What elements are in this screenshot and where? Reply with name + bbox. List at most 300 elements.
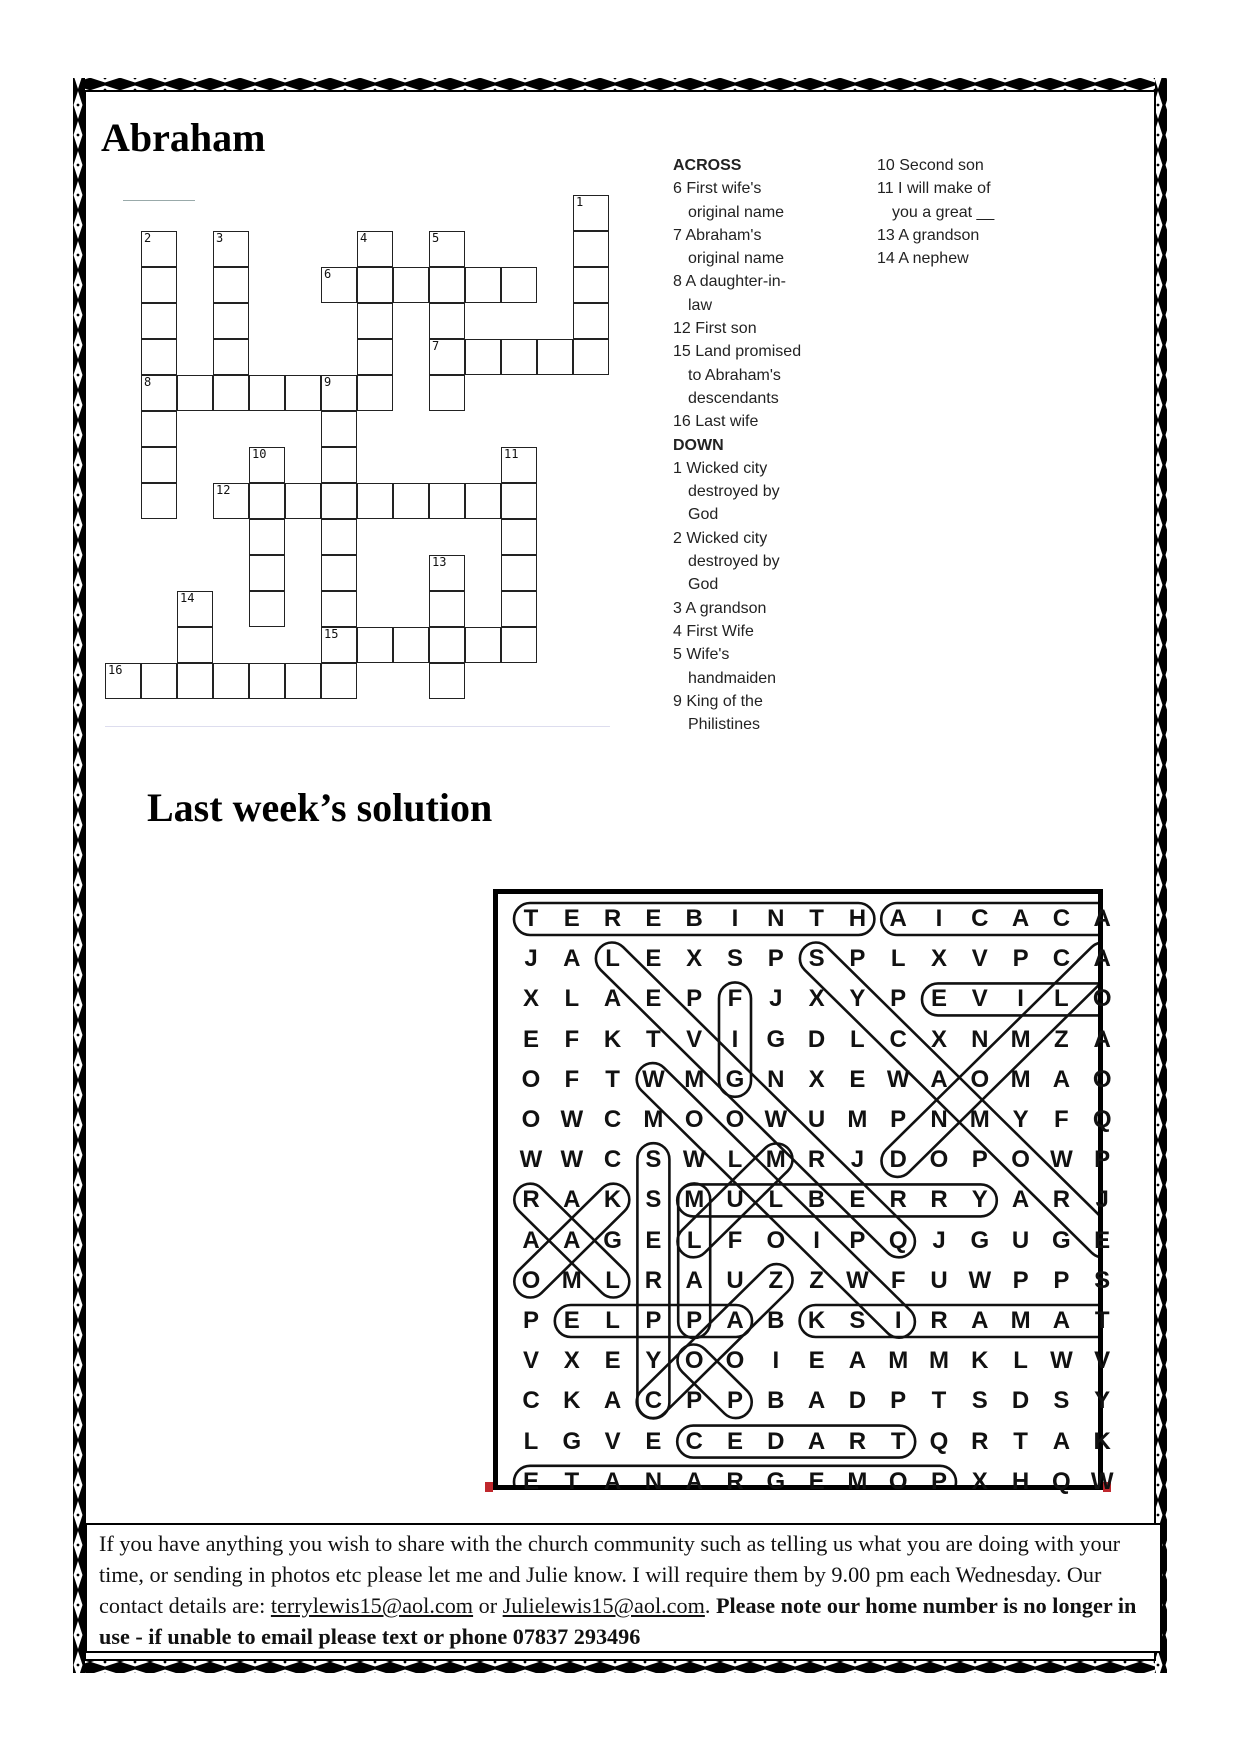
crossword-cell <box>285 375 321 411</box>
wordsearch-letter: A <box>685 1467 703 1495</box>
wordsearch-letter: V <box>522 1347 539 1375</box>
wordsearch-letter: L <box>1013 1347 1028 1375</box>
crossword-cell <box>213 339 249 375</box>
clue-text: destroyed by <box>688 553 780 571</box>
wordsearch-letter: M <box>643 1106 664 1133</box>
wordsearch-letter: O <box>1011 1146 1030 1174</box>
wordsearch-letter: O <box>1092 985 1112 1013</box>
wordsearch-letter: E <box>563 1307 580 1334</box>
wordsearch-letter: R <box>603 905 622 932</box>
wordsearch-letter: P <box>1094 1146 1111 1174</box>
crossword-cell <box>177 375 213 411</box>
wordsearch-letter: K <box>971 1347 989 1375</box>
wordsearch-letter: J <box>932 1226 946 1254</box>
wordsearch-letter: Z <box>809 1266 824 1294</box>
wordsearch-letter: A <box>563 945 581 973</box>
crossword-cell <box>141 483 177 519</box>
crossword-cell <box>429 627 465 663</box>
notice-box <box>85 1523 1162 1653</box>
wordsearch-letter: X <box>930 945 947 973</box>
crossword-cell <box>465 483 501 519</box>
wordsearch-letter: X <box>930 1025 947 1053</box>
crossword-cell <box>393 267 429 303</box>
wordsearch-letter: T <box>931 1387 947 1415</box>
wordsearch-letter: L <box>605 1266 620 1294</box>
crossword-cell <box>321 627 357 663</box>
wordsearch-letter: W <box>519 1146 543 1174</box>
wordsearch-letter: Q <box>929 1427 949 1455</box>
wordsearch-letter: X <box>808 1065 825 1093</box>
crossword-cell <box>357 231 393 267</box>
clue-text: destroyed by <box>688 483 780 501</box>
wordsearch-letter: A <box>1093 1025 1111 1053</box>
wordsearch-letter: D <box>848 1387 867 1415</box>
wordsearch-letter: S <box>849 1307 866 1334</box>
crossword-cell <box>321 483 357 519</box>
wordsearch-letter: R <box>522 1186 540 1214</box>
wordsearch-letter: L <box>727 1146 743 1174</box>
wordsearch-letter: W <box>560 1106 584 1133</box>
wordsearch-letter: A <box>807 1427 826 1455</box>
wordsearch-letter: R <box>1052 1186 1071 1214</box>
wordsearch-letter: K <box>603 1025 622 1053</box>
wordsearch-letter: T <box>809 905 824 932</box>
wordsearch-letter: M <box>969 1106 990 1133</box>
wordsearch-solution <box>484 884 1118 1498</box>
wordsearch-letter: A <box>1052 1427 1071 1455</box>
crossword-cell <box>501 483 537 519</box>
crossword-cell <box>465 339 501 375</box>
wordsearch-letter: S <box>726 945 743 973</box>
wordsearch-letter: U <box>1011 1226 1030 1254</box>
wordsearch-letter: W <box>764 1106 788 1133</box>
crossword-cell <box>105 663 141 699</box>
wordsearch-letter: V <box>604 1427 621 1455</box>
wordsearch-letter: A <box>1052 1307 1071 1334</box>
wordsearch-letter: M <box>684 1186 705 1214</box>
wordsearch-letter: Q <box>888 1226 908 1254</box>
wordsearch-letter: A <box>930 1065 948 1093</box>
wordsearch-letter: M <box>765 1146 786 1174</box>
wordsearch-letter: P <box>726 1387 743 1415</box>
wordsearch-letter: O <box>888 1467 908 1495</box>
wordsearch-letter: J <box>1095 1186 1109 1214</box>
wordsearch-letter: O <box>684 1347 704 1375</box>
crossword-clue-number: 11 <box>504 447 519 461</box>
clue-text: descendants <box>688 389 779 407</box>
crossword-clue-number: 14 <box>180 591 195 605</box>
wordsearch-letter: P <box>971 1146 988 1174</box>
wordsearch-letter: C <box>644 1387 663 1415</box>
crossword-cell <box>429 303 465 339</box>
wordsearch-letter: F <box>564 1025 580 1053</box>
crossword-cell <box>249 555 285 591</box>
wordsearch-letter: W <box>1050 1146 1073 1174</box>
wordsearch-letter: S <box>1053 1387 1070 1415</box>
wordsearch-letter: D <box>1011 1387 1030 1415</box>
wordsearch-letter: X <box>563 1347 580 1375</box>
wordsearch-letter: E <box>563 905 580 932</box>
crossword-cell <box>429 267 465 303</box>
wordsearch-letter: I <box>731 1025 739 1053</box>
crossword-cell <box>501 555 537 591</box>
crossword-cell <box>429 483 465 519</box>
crossword-clue-number: 6 <box>324 267 332 281</box>
crossword-cell <box>213 231 249 267</box>
crossword-cell <box>537 339 573 375</box>
crossword-grid <box>105 195 625 745</box>
wordsearch-letter: E <box>645 985 662 1013</box>
wordsearch-letter: O <box>725 1347 745 1375</box>
notice-separator: . <box>704 1593 716 1618</box>
clue-text: 4 First Wife <box>673 622 754 640</box>
wordsearch-letter: G <box>1052 1226 1071 1254</box>
crossword-cell <box>213 375 249 411</box>
crossword-cell <box>321 411 357 447</box>
wordsearch-letter: Y <box>849 985 866 1013</box>
wordsearch-letter: U <box>726 1186 744 1214</box>
clue-text: 10 Second son <box>877 157 984 174</box>
wordsearch-letter: A <box>1052 1065 1071 1093</box>
crossword-cell <box>357 339 393 375</box>
crossword-cell <box>321 447 357 483</box>
wordsearch-letter: A <box>603 1467 622 1495</box>
wordsearch-letter: G <box>766 1467 786 1495</box>
notice-or: or <box>473 1593 503 1618</box>
crossword-clue-number: 7 <box>432 339 440 353</box>
crossword-cell <box>573 303 609 339</box>
wordsearch-letter: A <box>889 905 907 932</box>
crossword-cell <box>357 375 393 411</box>
wordsearch-letter: N <box>644 1467 663 1495</box>
crossword-cell <box>429 231 465 267</box>
wordsearch-letter: P <box>1012 945 1029 973</box>
wordsearch-letter: A <box>563 1226 581 1254</box>
crossword-cell <box>357 303 393 339</box>
wordsearch-letter: M <box>1010 1025 1031 1053</box>
wordsearch-letter: O <box>521 1106 541 1133</box>
wordsearch-letter: Y <box>1012 1106 1029 1133</box>
wordsearch-letter: R <box>971 1427 989 1455</box>
crossword-cell <box>249 663 285 699</box>
crossword-cell <box>213 483 249 519</box>
wordsearch-letter: L <box>605 1307 620 1334</box>
clue-text: 2 Wicked city <box>673 529 768 547</box>
wordsearch-letter: T <box>564 1467 580 1495</box>
wordsearch-letter: B <box>685 905 703 932</box>
wordsearch-letter: R <box>644 1266 663 1294</box>
crossword-clue-number: 1 <box>576 195 584 209</box>
clue-text: law <box>688 296 713 314</box>
clue-text: God <box>688 506 719 524</box>
wordsearch-letter: L <box>523 1427 539 1455</box>
wordsearch-letter: W <box>560 1146 584 1174</box>
wordsearch-letter: S <box>808 945 825 973</box>
crossword-cell <box>285 483 321 519</box>
crossword-cell <box>465 267 501 303</box>
wordsearch-letter: G <box>603 1226 622 1254</box>
wordsearch-letter: T <box>890 1427 906 1455</box>
wordsearch-letter: C <box>971 905 989 932</box>
clue-text: to Abraham's <box>688 366 781 384</box>
wordsearch-letter: P <box>767 945 784 973</box>
notice-text: If you have anything you wish to share with the church community such as telling us what you are doing with your time, or sending in photos etc please let me and Julie know. I will require them by 9.00 pm each Wednesday. Our contact details are: <box>99 1531 1121 1618</box>
wordsearch-letter: T <box>1094 1307 1110 1334</box>
clue-text: 15 Land promised <box>673 343 802 361</box>
crossword-cell <box>249 519 285 555</box>
crossword-cell <box>321 591 357 627</box>
wordsearch-letter: O <box>1092 1065 1112 1093</box>
wordsearch-letter: A <box>522 1226 540 1254</box>
crossword-cell <box>501 591 537 627</box>
wordsearch-letter: O <box>929 1146 949 1174</box>
crossword-clue-number: 16 <box>108 663 123 677</box>
crossword-cell <box>177 591 213 627</box>
wordsearch-letter: B <box>807 1186 826 1214</box>
wordsearch-letter: M <box>1010 1307 1031 1334</box>
wordsearch-letter: S <box>645 1186 662 1214</box>
wordsearch-letter: Q <box>1092 1106 1112 1133</box>
wordsearch-letter: A <box>1093 905 1111 932</box>
wordsearch-letter: M <box>847 1106 868 1133</box>
wordsearch-letter: I <box>935 905 943 932</box>
crossword-cell <box>501 447 537 483</box>
wordsearch-letter: P <box>686 1387 703 1415</box>
wordsearch-letter: A <box>603 1387 622 1415</box>
wordsearch-letter: A <box>848 1347 867 1375</box>
wordsearch-letter: P <box>849 1226 866 1254</box>
wordsearch-letter: S <box>645 1146 662 1174</box>
wordsearch-letter: T <box>605 1065 620 1093</box>
wordsearch-letter: L <box>850 1025 865 1053</box>
wordsearch-letter: I <box>1017 985 1024 1013</box>
crossword-cell <box>429 339 465 375</box>
crossword-title: Abraham <box>101 115 266 160</box>
wordsearch-letter: C <box>603 1146 622 1174</box>
crossword-cell <box>357 483 393 519</box>
wordsearch-letter: E <box>1094 1226 1111 1254</box>
crossword-cell <box>213 267 249 303</box>
crossword-cell <box>321 663 357 699</box>
crossword-cell <box>501 519 537 555</box>
wordsearch-letter: T <box>1013 1427 1028 1455</box>
wordsearch-letter: C <box>1052 905 1071 932</box>
crossword-cell <box>393 627 429 663</box>
crossword-cell <box>573 339 609 375</box>
crossword-cell <box>141 339 177 375</box>
wordsearch-letter: M <box>929 1347 949 1375</box>
clue-text: 14 A nephew <box>877 250 969 268</box>
wordsearch-letter: R <box>889 1186 907 1214</box>
wordsearch-letter: B <box>767 1387 785 1415</box>
wordsearch-letter: A <box>807 1387 826 1415</box>
wordsearch-letter: B <box>767 1307 785 1334</box>
clue-text: you a great __ <box>892 203 995 221</box>
across-heading: ACROSS <box>673 157 742 174</box>
crossword-cell <box>141 375 177 411</box>
wordsearch-letter: F <box>564 1065 580 1093</box>
crossword-cell <box>141 303 177 339</box>
wordsearch-letter: P <box>890 1106 907 1133</box>
wordsearch-letter: P <box>890 1387 907 1415</box>
clue-text: 3 A grandson <box>673 599 767 617</box>
clue-text: Philistines <box>688 716 761 734</box>
crossword-clue-number: 2 <box>144 231 152 245</box>
crossword-cell <box>321 555 357 591</box>
wordsearch-letter: J <box>769 985 783 1013</box>
wordsearch-letter: E <box>604 1347 621 1375</box>
wordsearch-letter: U <box>726 1266 744 1294</box>
wordsearch-letter: N <box>930 1106 948 1133</box>
notice-bold-text: Please note our home number is no longer in use - if unable to email please text or phone 07837 293496 <box>99 1593 1137 1649</box>
wordsearch-letter: A <box>1011 905 1030 932</box>
crossword-cell <box>501 627 537 663</box>
wordsearch-letter: A <box>685 1266 703 1294</box>
email-link-terry[interactable]: terrylewis15@aol.com <box>270 1593 474 1618</box>
wordsearch-letter: F <box>727 985 743 1013</box>
wordsearch-letter: F <box>727 1226 743 1254</box>
wordsearch-letter: A <box>726 1307 744 1334</box>
wordsearch-letter: X <box>686 945 703 973</box>
wordsearch-letter: R <box>726 1467 744 1495</box>
crossword-cell <box>141 411 177 447</box>
wordsearch-letter: K <box>1093 1427 1111 1455</box>
crossword-cell <box>249 447 285 483</box>
wordsearch-letter: L <box>1054 985 1069 1013</box>
wordsearch-letter: P <box>686 985 703 1013</box>
wordsearch-letter: K <box>563 1387 581 1415</box>
clue-text: 9 King of the <box>673 692 763 710</box>
wordsearch-letter: L <box>605 945 620 973</box>
wordsearch-letter: P <box>686 1307 703 1334</box>
wordsearch-letter: E <box>808 1347 825 1375</box>
clue-text: original name <box>688 250 785 268</box>
corner-marker-left <box>485 1482 493 1492</box>
crossword-clue-number: 13 <box>432 555 447 569</box>
crossword-clue-number: 5 <box>432 231 440 245</box>
wordsearch-letter: P <box>1053 1266 1070 1294</box>
wordsearch-letter: R <box>930 1186 948 1214</box>
wordsearch-letter: I <box>772 1347 780 1375</box>
wordsearch-letter: W <box>886 1065 910 1093</box>
wordsearch-letter: U <box>930 1266 948 1294</box>
clue-text: 5 Wife's <box>673 646 730 664</box>
crossword-cell <box>357 267 393 303</box>
clue-text: 16 Last wife <box>673 413 759 431</box>
wordsearch-letter: P <box>890 985 907 1013</box>
wordsearch-letter: E <box>645 945 662 973</box>
wordsearch-letter: M <box>1010 1065 1031 1093</box>
wordsearch-letter: K <box>603 1186 622 1214</box>
clue-text: 11 I will make of <box>877 180 991 198</box>
crossword-cell <box>249 483 285 519</box>
wordsearch-letter: C <box>685 1427 703 1455</box>
crossword-clue-number: 10 <box>252 447 267 461</box>
crossword-cell <box>177 663 213 699</box>
crossword-clue-number: 4 <box>360 231 368 245</box>
wordsearch-letter: V <box>1094 1347 1111 1375</box>
clue-text: 6 First wife's <box>673 180 762 198</box>
wordsearch-letter: A <box>1011 1186 1030 1214</box>
crossword-cell <box>429 591 465 627</box>
wordsearch-letter: P <box>522 1307 539 1334</box>
wordsearch-letter: Q <box>1052 1467 1071 1495</box>
wordsearch-letter: D <box>807 1025 826 1053</box>
wordsearch-letter: R <box>848 1427 867 1455</box>
wordsearch-letter: C <box>1052 945 1071 973</box>
wordsearch-letter: U <box>807 1106 826 1133</box>
crossword-cell <box>249 375 285 411</box>
clue-text: 1 Wicked city <box>673 459 768 477</box>
wordsearch-letter: P <box>645 1307 662 1334</box>
wordsearch-letter: I <box>731 905 739 932</box>
wordsearch-letter: Y <box>971 1186 988 1214</box>
wordsearch-letter: W <box>846 1266 869 1294</box>
wordsearch-letter: Y <box>645 1347 662 1375</box>
wordsearch-letter: O <box>725 1106 745 1133</box>
wordsearch-letter: N <box>971 1025 989 1053</box>
crossword-cell <box>429 555 465 591</box>
wordsearch-letter: S <box>971 1387 988 1415</box>
wordsearch-letter: J <box>850 1146 865 1174</box>
clue-text: God <box>688 576 719 594</box>
wordsearch-letter: W <box>1050 1347 1073 1375</box>
wordsearch-letter: Z <box>768 1266 784 1294</box>
wordsearch-letter: X <box>808 985 825 1013</box>
wordsearch-letter: E <box>522 1025 539 1053</box>
crossword-cell <box>573 267 609 303</box>
decorative-line <box>123 200 195 201</box>
wordsearch-letter: N <box>767 905 785 932</box>
wordsearch-letter: O <box>684 1106 704 1133</box>
wordsearch-letter: V <box>971 985 988 1013</box>
wordsearch-letter: E <box>645 1427 662 1455</box>
wordsearch-letter: S <box>1094 1266 1111 1294</box>
wordsearch-letter: R <box>807 1146 826 1174</box>
wordsearch-letter: F <box>890 1266 906 1294</box>
clue-text: original name <box>688 203 785 221</box>
wordsearch-letter: K <box>807 1307 826 1334</box>
crossword-cell <box>249 591 285 627</box>
wordsearch-letter: E <box>849 1186 866 1214</box>
crossword-cell <box>213 303 249 339</box>
crossword-cell <box>357 627 393 663</box>
wordsearch-letter: M <box>561 1266 582 1294</box>
wordsearch-letter: G <box>725 1065 745 1093</box>
wordsearch-letter: V <box>971 945 988 973</box>
crossword-cell <box>501 267 537 303</box>
wordsearch-letter: A <box>1093 945 1111 973</box>
crossword-cell <box>141 231 177 267</box>
crossword-clue-number: 8 <box>144 375 152 389</box>
crossword-cell <box>321 267 357 303</box>
wordsearch-letter: J <box>524 945 538 973</box>
crossword-cell <box>465 627 501 663</box>
clues-column-2 <box>877 154 994 270</box>
wordsearch-letter: M <box>684 1065 705 1093</box>
wordsearch-letter: V <box>686 1025 703 1053</box>
wordsearch-letter: E <box>930 985 947 1013</box>
wordsearch-letter: G <box>970 1226 990 1254</box>
crossword-cell <box>321 375 357 411</box>
wordsearch-letter: A <box>603 985 622 1013</box>
email-link-julie[interactable]: Julielewis15@aol.com <box>502 1593 705 1618</box>
wordsearch-letter: C <box>889 1025 907 1053</box>
wordsearch-letter: E <box>808 1467 825 1495</box>
wordsearch-letter: W <box>1090 1467 1114 1495</box>
wordsearch-letter: A <box>563 1186 581 1214</box>
wordsearch-letter: P <box>849 945 866 973</box>
